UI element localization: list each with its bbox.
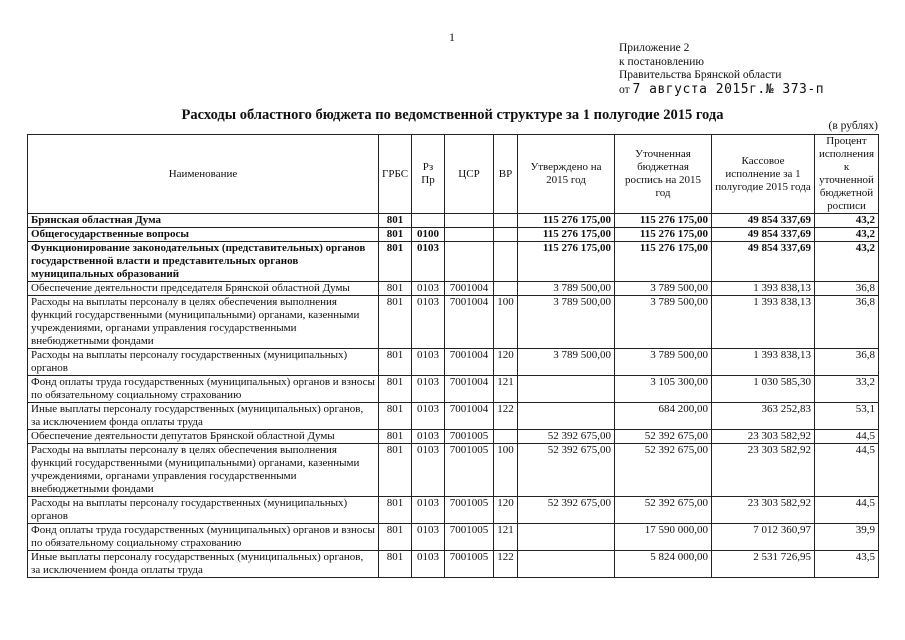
table-row [28,524,879,551]
cell-grbs: 801 [379,349,412,376]
cell-refined: 52 392 675,00 [615,430,712,444]
appendix-line-4 [619,83,824,98]
cell-csr: 7001005 [445,430,494,444]
cell-approved: 52 392 675,00 [518,497,615,524]
cell-rzpr: 0103 [412,282,445,296]
cell-csr: 7001005 [445,524,494,551]
table-row [28,430,879,444]
cell-name: Обеспечение деятельности депутатов Брянской областной Думы [28,430,379,444]
table-row [28,242,879,282]
cell-csr: 7001005 [445,551,494,578]
cell-vr: 121 [494,524,518,551]
cell-grbs: 801 [379,376,412,403]
cell-cash: 1 393 838,13 [712,282,815,296]
cell-grbs: 801 [379,228,412,242]
cell-percent: 43,2 [815,214,879,228]
cell-vr: 100 [494,444,518,497]
cell-cash: 23 303 582,92 [712,444,815,497]
table-row [28,376,879,403]
cell-name: Расходы на выплаты персоналу в целях обеспечения выполнения функций государственными (муниципальными) органами, казенными учреждениями, органами управления государственными внебюджетными фондами [28,444,379,497]
header-vr: ВР [494,135,518,214]
cell-percent: 36,8 [815,282,879,296]
cell-rzpr: 0103 [412,376,445,403]
cell-name: Расходы на выплаты персоналу государственных (муниципальных) органов [28,349,379,376]
cell-name: Фонд оплаты труда государственных (муниципальных) органов и взносы по обязательному социальному страхованию [28,376,379,403]
cell-percent: 53,1 [815,403,879,430]
cell-approved: 3 789 500,00 [518,282,615,296]
cell-name: Иные выплаты персоналу государственных (муниципальных) органов, за исключением фонда оплаты труда [28,551,379,578]
cell-approved [518,551,615,578]
table-header-row [28,135,879,214]
cell-grbs: 801 [379,551,412,578]
cell-rzpr: 0103 [412,524,445,551]
cell-percent: 36,8 [815,349,879,376]
header-approved: Утверждено на 2015 год [518,135,615,214]
cell-refined: 115 276 175,00 [615,228,712,242]
cell-grbs: 801 [379,214,412,228]
header-percent: Процент исполнения к уточненной бюджетной росписи [815,135,879,214]
cell-cash: 1 393 838,13 [712,296,815,349]
cell-approved [518,524,615,551]
appendix-date: 7 августа 2015г. [632,81,766,97]
table-row [28,497,879,524]
cell-approved: 52 392 675,00 [518,444,615,497]
appendix-line-3: Правительства Брянской области [619,69,782,81]
cell-refined: 52 392 675,00 [615,497,712,524]
table-row [28,349,879,376]
cell-vr: 120 [494,497,518,524]
cell-refined: 115 276 175,00 [615,242,712,282]
cell-percent: 36,8 [815,296,879,349]
cell-rzpr: 0103 [412,296,445,349]
cell-vr [494,214,518,228]
cell-vr: 121 [494,376,518,403]
cell-name: Фонд оплаты труда государственных (муниципальных) органов и взносы по обязательному социальному страхованию [28,524,379,551]
cell-cash: 7 012 360,97 [712,524,815,551]
table-row [28,228,879,242]
cell-rzpr: 0103 [412,403,445,430]
table-row [28,282,879,296]
cell-refined: 17 590 000,00 [615,524,712,551]
document-title: Расходы областного бюджета по ведомственной структуре за 1 полугодие 2015 года [181,107,724,123]
cell-rzpr: 0103 [412,551,445,578]
page-number: 1 [449,30,455,44]
cell-grbs: 801 [379,282,412,296]
cell-percent: 43,2 [815,228,879,242]
cell-csr: 7001004 [445,296,494,349]
cell-name: Брянская областная Дума [28,214,379,228]
header-csr: ЦСР [445,135,494,214]
cell-refined: 3 789 500,00 [615,349,712,376]
cell-csr [445,214,494,228]
cell-cash: 23 303 582,92 [712,430,815,444]
cell-vr [494,242,518,282]
cell-vr: 100 [494,296,518,349]
appendix-block [619,42,824,97]
cell-name: Обеспечение деятельности председателя Брянской областной Думы [28,282,379,296]
cell-cash: 1 030 585,30 [712,376,815,403]
cell-grbs: 801 [379,497,412,524]
table-row [28,296,879,349]
cell-percent: 43,5 [815,551,879,578]
cell-grbs: 801 [379,403,412,430]
cell-cash: 2 531 726,95 [712,551,815,578]
cell-percent: 44,5 [815,497,879,524]
cell-csr: 7001005 [445,444,494,497]
units-note: (в рублях) [828,120,878,132]
cell-grbs: 801 [379,524,412,551]
table-row [28,214,879,228]
cell-approved: 52 392 675,00 [518,430,615,444]
table-row [28,444,879,497]
cell-approved: 3 789 500,00 [518,296,615,349]
cell-vr: 120 [494,349,518,376]
cell-grbs: 801 [379,296,412,349]
cell-grbs: 801 [379,242,412,282]
cell-csr: 7001004 [445,349,494,376]
budget-table [27,134,879,578]
cell-name: Иные выплаты персоналу государственных (муниципальных) органов, за исключением фонда оплаты труда [28,403,379,430]
cell-grbs: 801 [379,444,412,497]
cell-csr [445,242,494,282]
header-name: Наименование [28,135,379,214]
cell-rzpr: 0103 [412,497,445,524]
header-rzpr: Рз Пр [412,135,445,214]
cell-refined: 52 392 675,00 [615,444,712,497]
cell-vr [494,282,518,296]
cell-rzpr: 0103 [412,242,445,282]
cell-rzpr: 0103 [412,430,445,444]
cell-cash: 49 854 337,69 [712,228,815,242]
appendix-line-2: к постановлению [619,55,704,68]
cell-refined: 684 200,00 [615,403,712,430]
cell-name: Функционирование законодательных (представительных) органов государственной власти и представительных органов муниципальных образований [28,242,379,282]
cell-grbs: 801 [379,430,412,444]
appendix-line-1: Приложение 2 [619,42,690,54]
cell-refined: 3 789 500,00 [615,282,712,296]
cell-cash: 23 303 582,92 [712,497,815,524]
cell-percent: 44,5 [815,430,879,444]
cell-percent: 39,9 [815,524,879,551]
cell-rzpr: 0103 [412,349,445,376]
cell-rzpr: 0103 [412,444,445,497]
header-refined: Уточненная бюджетная роспись на 2015 год [615,135,712,214]
cell-approved: 115 276 175,00 [518,242,615,282]
cell-cash: 363 252,83 [712,403,815,430]
cell-csr [445,228,494,242]
cell-vr: 122 [494,551,518,578]
appendix-number: № 373-п [765,81,825,97]
cell-cash: 1 393 838,13 [712,349,815,376]
cell-approved: 3 789 500,00 [518,349,615,376]
cell-csr: 7001005 [445,497,494,524]
cell-cash: 49 854 337,69 [712,242,815,282]
cell-csr: 7001004 [445,376,494,403]
cell-rzpr [412,214,445,228]
cell-approved: 115 276 175,00 [518,214,615,228]
cell-refined: 3 105 300,00 [615,376,712,403]
cell-approved [518,403,615,430]
cell-vr [494,430,518,444]
cell-refined: 3 789 500,00 [615,296,712,349]
cell-name: Расходы на выплаты персоналу государственных (муниципальных) органов [28,497,379,524]
header-grbs: ГРБС [379,135,412,214]
cell-percent: 43,2 [815,242,879,282]
cell-percent: 33,2 [815,376,879,403]
header-cash: Кассовое исполнение за 1 полугодие 2015 года [712,135,815,214]
cell-name: Общегосударственные вопросы [28,228,379,242]
cell-name: Расходы на выплаты персоналу в целях обеспечения выполнения функций государственными (муниципальными) органами, казенными учреждениями, органами управления государственными внебюджетными фондами [28,296,379,349]
cell-refined: 5 824 000,00 [615,551,712,578]
cell-rzpr: 0100 [412,228,445,242]
cell-approved: 115 276 175,00 [518,228,615,242]
cell-csr: 7001004 [445,403,494,430]
cell-percent: 44,5 [815,444,879,497]
cell-vr: 122 [494,403,518,430]
table-row [28,551,879,578]
cell-cash: 49 854 337,69 [712,214,815,228]
table-row [28,403,879,430]
cell-csr: 7001004 [445,282,494,296]
cell-approved [518,376,615,403]
cell-refined: 115 276 175,00 [615,214,712,228]
appendix-date-prefix: от [619,83,630,96]
cell-vr [494,228,518,242]
